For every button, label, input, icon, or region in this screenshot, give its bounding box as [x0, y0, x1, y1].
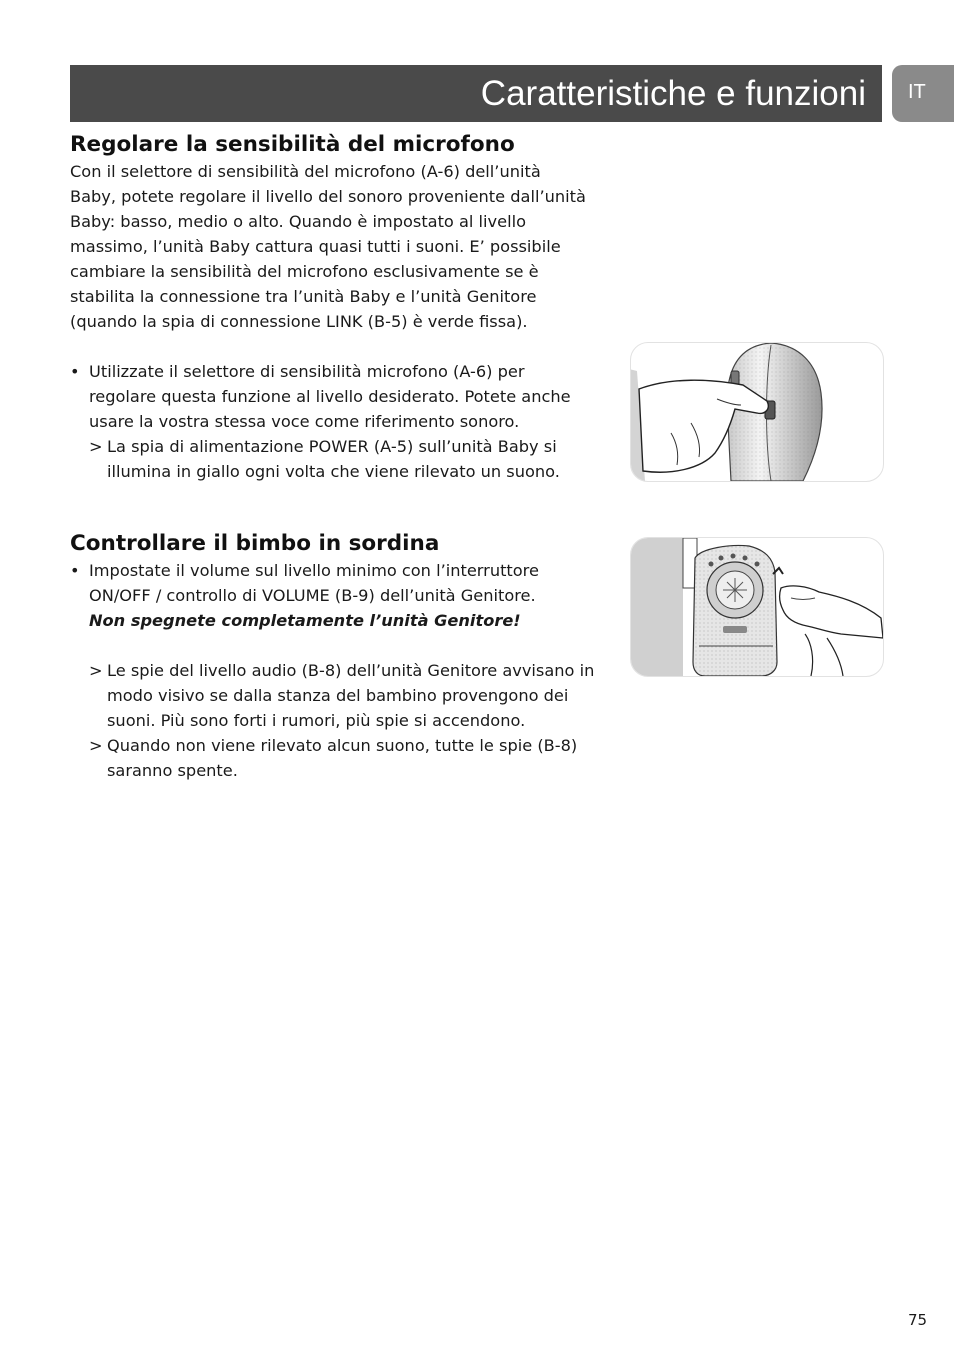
bullet-mark: • — [70, 561, 80, 580]
text-line: modo visivo se dalla stanza del bambino provengono dei — [107, 686, 569, 705]
bullet-mark: • — [70, 362, 80, 381]
text-line: regolare questa funzione al livello desiderato. Potete anche — [89, 387, 571, 406]
header-bar — [70, 65, 882, 122]
section-silent-monitoring — [70, 530, 610, 783]
text-line: massimo, l’unità Baby cattura quasi tutti i suoni. E’ possibile — [70, 237, 561, 256]
text-line: saranno spente. — [107, 761, 238, 780]
warning-note: Non spegnete completamente l’unità Genitore! — [89, 611, 521, 630]
language-tab — [892, 65, 954, 122]
text-line: La spia di alimentazione POWER (A-5) sull’unità Baby si — [107, 437, 557, 456]
text-line: usare la vostra stessa voce come riferimento sonoro. — [89, 412, 520, 431]
text-line: Baby, potete regolare il livello del sonoro proveniente dall’unità — [70, 187, 586, 206]
page-title: Caratteristiche e funzioni — [480, 74, 866, 113]
text-line: stabilita la connessione tra l’unità Baby e l’unità Genitore — [70, 287, 537, 306]
bullet-item — [70, 558, 610, 608]
bullet-item — [70, 359, 610, 434]
result-item — [70, 658, 610, 733]
figure-baby-unit-sensitivity — [630, 342, 884, 482]
text-line: ON/OFF / controllo di VOLUME (B-9) dell’unità Genitore. — [89, 586, 536, 605]
intro-paragraph — [70, 159, 610, 334]
text-line: Baby: basso, medio o alto. Quando è impostato al livello — [70, 212, 526, 231]
section-heading: Controllare il bimbo in sordina — [70, 531, 440, 556]
result-mark: > — [89, 437, 103, 456]
result-item — [70, 733, 610, 783]
text-line: Le spie del livello audio (B-8) dell’unità Genitore avvisano in — [107, 661, 595, 680]
result-item — [70, 434, 610, 484]
text-line: cambiare la sensibilità del microfono esclusivamente se è — [70, 262, 539, 281]
section-heading: Regolare la sensibilità del microfono — [70, 132, 515, 157]
text-line: Con il selettore di sensibilità del microfono (A-6) dell’unità — [70, 162, 541, 181]
text-line: Impostate il volume sul livello minimo con l’interruttore — [89, 561, 539, 580]
parent-unit-illustration — [631, 538, 883, 676]
text-line: illumina in giallo ogni volta che viene rilevato un suono. — [107, 462, 560, 481]
result-mark: > — [89, 661, 103, 680]
text-line: suoni. Più sono forti i rumori, più spie si accendono. — [107, 711, 526, 730]
page-number: 75 — [908, 1311, 928, 1329]
text-line: Quando non viene rilevato alcun suono, tutte le spie (B-8) — [107, 736, 578, 755]
section-microphone-sensitivity — [70, 131, 610, 484]
figure-parent-unit-volume — [630, 537, 884, 677]
language-label: IT — [908, 81, 926, 103]
text-line: (quando la spia di connessione LINK (B-5) è verde fissa). — [70, 312, 528, 331]
text-line: Utilizzate il selettore di sensibilità microfono (A-6) per — [89, 362, 525, 381]
baby-unit-illustration — [631, 343, 883, 481]
result-mark: > — [89, 736, 103, 755]
